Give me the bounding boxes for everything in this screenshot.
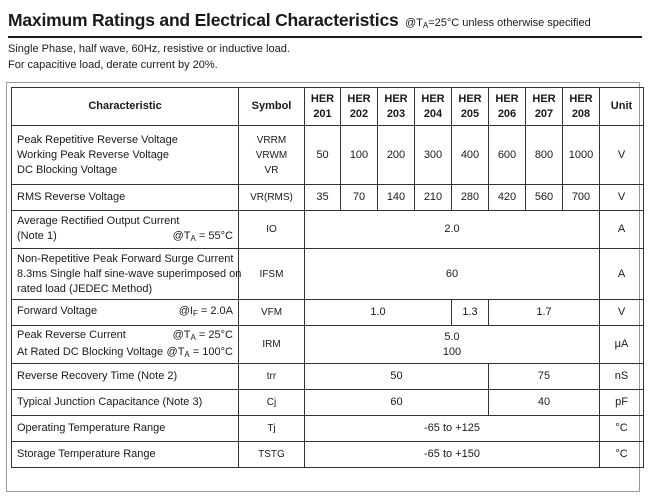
header-part-201: HER 201 <box>305 88 341 126</box>
cell-value: 1.7 <box>489 300 600 326</box>
row-label: Reverse Recovery Time (Note 2) <box>12 364 239 390</box>
cell-value: 1000 <box>563 126 600 185</box>
note-line-2: For capacitive load, derate current by 20%. <box>8 59 218 71</box>
table-row-junction-capacitance <box>12 390 644 416</box>
row-symbol: Cj <box>239 390 305 416</box>
header-part-207: HER 207 <box>526 88 563 126</box>
cell-value: 800 <box>526 126 563 185</box>
row-symbol: VR(RMS) <box>239 185 305 211</box>
cell-value: 50 <box>305 126 341 185</box>
table-row-operating-temperature <box>12 416 644 442</box>
row-symbol: IO <box>239 211 305 249</box>
header-part-203: HER 203 <box>378 88 415 126</box>
header-part-204: HER 204 <box>415 88 452 126</box>
cell-value: 1.3 <box>452 300 489 326</box>
row-label: Operating Temperature Range <box>12 416 239 442</box>
row-label: Storage Temperature Range <box>12 442 239 468</box>
row-unit: A <box>600 249 644 300</box>
row-label: RMS Reverse Voltage <box>12 185 239 211</box>
cell-value: 75 <box>489 364 600 390</box>
table-row-storage-temperature <box>12 442 644 468</box>
table-row-recovery-time <box>12 364 644 390</box>
row-unit: V <box>600 300 644 326</box>
note-line-1: Single Phase, half wave, 60Hz, resistive or inductive load. <box>8 43 290 55</box>
cell-value: 700 <box>563 185 600 211</box>
row-unit: pF <box>600 390 644 416</box>
table-row-peak-reverse-voltage <box>12 126 644 185</box>
cell-value: 200 <box>378 126 415 185</box>
row-unit: °C <box>600 442 644 468</box>
cell-value: 560 <box>526 185 563 211</box>
header-characteristic: Characteristic <box>12 88 239 126</box>
cell-value: 2.0 <box>305 211 600 249</box>
cell-value: 210 <box>415 185 452 211</box>
row-condition: $@T_A = 100^\circ C$ <box>166 345 233 359</box>
row-condition: $@T_A = 25^\circ C$ <box>172 328 233 342</box>
cell-value: 1.0 <box>305 300 452 326</box>
row-unit: °C <box>600 416 644 442</box>
header-part-202: HER 202 <box>341 88 378 126</box>
title-condition: $@T_A=25^\circ C$ unless otherwise specified <box>405 17 591 30</box>
cell-value: 5.0 100 <box>305 326 600 364</box>
header-part-206: HER 206 <box>489 88 526 126</box>
row-unit: V <box>600 126 644 185</box>
row-condition: $@I_F = 2.0A$ <box>178 305 233 318</box>
cell-value: 40 <box>489 390 600 416</box>
table-row-forward-voltage <box>12 300 644 326</box>
cell-value: -65 to +150 <box>305 442 600 468</box>
cell-value: 35 <box>305 185 341 211</box>
row-label: Peak Repetitive Reverse Voltage Working Peak Reverse Voltage DC Blocking Voltage <box>12 126 239 185</box>
row-label: Typical Junction Capacitance (Note 3) <box>12 390 239 416</box>
row-symbol: Tj <box>239 416 305 442</box>
table-row-reverse-current <box>12 326 644 364</box>
cell-value: 50 <box>305 364 489 390</box>
row-label: Forward Voltage $@I_F = 2.0A$ <box>12 300 239 326</box>
row-label: Average Rectified Output Current (Note 1) $@T_A = 55^\circ C$ <box>12 211 239 249</box>
row-symbol: VFM <box>239 300 305 326</box>
title-row <box>8 10 642 38</box>
ratings-table <box>11 87 644 468</box>
cell-value: 60 <box>305 390 489 416</box>
row-unit: A <box>600 211 644 249</box>
row-label: Non-Repetitive Peak Forward Surge Current 8.3ms Single half sine-wave superimposed on rated load (JEDEC Method) <box>12 249 239 300</box>
page-title: Maximum Ratings and Electrical Characteristics <box>8 10 399 30</box>
header-part-205: HER 205 <box>452 88 489 126</box>
cell-value: 600 <box>489 126 526 185</box>
table-row-rms-voltage <box>12 185 644 211</box>
cell-value: 100 <box>341 126 378 185</box>
row-symbol: trr <box>239 364 305 390</box>
header-part-208: HER 208 <box>563 88 600 126</box>
cell-value: 140 <box>378 185 415 211</box>
row-unit: nS <box>600 364 644 390</box>
cell-value: -65 to +125 <box>305 416 600 442</box>
table-row-average-current <box>12 211 644 249</box>
header-symbol: Symbol <box>239 88 305 126</box>
cell-value: 420 <box>489 185 526 211</box>
row-condition: $@T_A = 55^\circ C$ <box>172 229 233 243</box>
row-symbol: VRRM VRWM VR <box>239 126 305 185</box>
cell-value: 300 <box>415 126 452 185</box>
cell-value: 400 <box>452 126 489 185</box>
row-unit: V <box>600 185 644 211</box>
row-label: Peak Reverse Current $@T_A = 25^\circ C$ At Rated DC Blocking Voltage $@T_A = 100^\circ C$ <box>12 326 239 364</box>
header-unit: Unit <box>600 88 644 126</box>
row-symbol: IRM <box>239 326 305 364</box>
cell-value: 280 <box>452 185 489 211</box>
row-symbol: IFSM <box>239 249 305 300</box>
cell-value: 60 <box>305 249 600 300</box>
row-unit: μA <box>600 326 644 364</box>
row-symbol: TSTG <box>239 442 305 468</box>
table-row-surge-current <box>12 249 644 300</box>
cell-value: 70 <box>341 185 378 211</box>
table-header-row <box>12 88 644 126</box>
